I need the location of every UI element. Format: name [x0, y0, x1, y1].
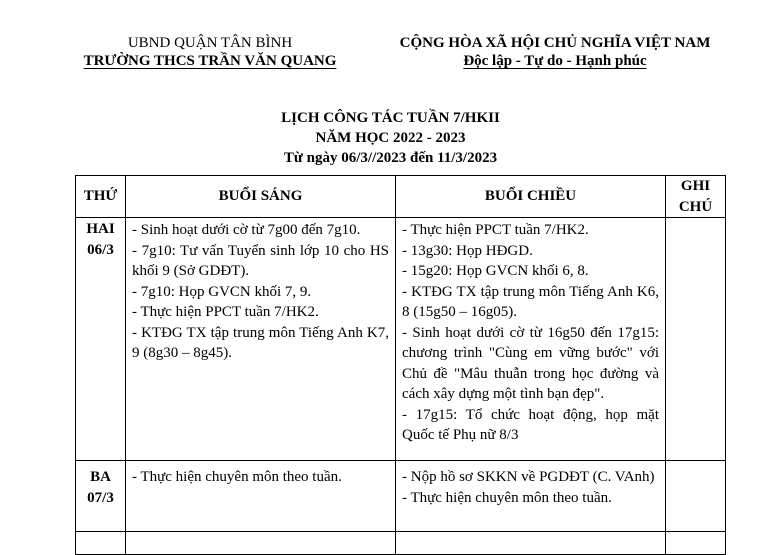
list-item: - 17g15: Tổ chức hoạt động, họp mặt Quốc tế Phụ nữ 8/3	[402, 406, 659, 443]
document-title	[0, 108, 781, 168]
day-date: 07/3	[87, 489, 114, 506]
header-morning: BUỔI SÁNG	[126, 176, 396, 218]
morning-cell-tuesday	[126, 461, 396, 532]
list-item: - 13g30: Họp HĐGD.	[402, 242, 533, 259]
schedule-table	[75, 175, 726, 555]
list-item: - 15g20: Họp GVCN khối 6, 8.	[402, 263, 589, 279]
note-cell-next	[666, 532, 726, 555]
day-cell-monday	[76, 218, 126, 461]
list-item: - 7g10: Tư vấn Tuyển sinh lớp 10 cho HS khối 9 (Sở GDĐT).	[132, 242, 389, 279]
day-cell-next	[76, 532, 126, 555]
header-note: GHI CHÚ	[666, 176, 726, 218]
district-committee: UBND QUẬN TÂN BÌNH	[127, 35, 293, 51]
title-line-1: LỊCH CÔNG TÁC TUẦN 7/HKII	[281, 110, 500, 126]
list-item: - Sinh hoạt dưới cờ từ 7g00 đến 7g10.	[132, 222, 361, 238]
list-item: - Thực hiện PPCT tuần 7/HK2.	[132, 304, 319, 320]
day-cell-tuesday	[76, 461, 126, 532]
title-line-3: Từ ngày 06/3//2023 đến 11/3/2023	[283, 150, 498, 166]
table-row-partial	[76, 532, 726, 555]
country-name: CỘNG HÒA XÃ HỘI CHỦ NGHĨA VIỆT NAM	[399, 35, 711, 51]
note-cell-monday	[666, 218, 726, 461]
list-item: - Thực hiện chuyên môn theo tuần.	[132, 469, 342, 485]
header-day: THỨ	[76, 176, 126, 218]
table-row	[76, 461, 726, 532]
header-afternoon: BUỔI CHIỀU	[396, 176, 666, 218]
morning-cell-monday	[126, 218, 396, 461]
afternoon-cell-tuesday	[396, 461, 666, 532]
title-line-2: NĂM HỌC 2022 - 2023	[315, 130, 466, 146]
day-name: BA	[90, 469, 111, 485]
table-header-row	[76, 176, 726, 218]
day-name: HAI	[86, 221, 115, 237]
list-item: - KTĐG TX tập trung môn Tiếng Anh K6, 8 (15g50 – 16g05).	[402, 283, 659, 320]
afternoon-cell-next	[396, 532, 666, 555]
morning-cell-next	[126, 532, 396, 555]
table-row	[76, 218, 726, 461]
issuing-authority	[60, 34, 360, 70]
list-item: - KTĐG TX tập trung môn Tiếng Anh K7, 9 (8g30 – 8g45).	[132, 324, 389, 361]
motto: Độc lập - Tự do - Hạnh phúc	[463, 53, 647, 69]
list-item: - Sinh hoạt dưới cờ từ 16g50 đến 17g15: chương trình "Cùng em vững bước" với Chủ đề "Mâu thuẫn trong học đường và cách xây dựng một tình bạn đẹp".	[402, 324, 659, 402]
school-name: TRƯỜNG THCS TRẦN VĂN QUANG	[83, 53, 337, 69]
afternoon-cell-monday	[396, 218, 666, 461]
list-item: - Nộp hồ sơ SKKN về PGDĐT (C. VAnh)	[402, 469, 655, 485]
list-item: - 7g10: Họp GVCN khối 7, 9.	[132, 283, 312, 300]
list-item: - Thực hiện chuyên môn theo tuần.	[402, 489, 612, 506]
day-date: 06/3	[87, 241, 114, 258]
national-motto-block	[370, 34, 740, 70]
list-item: - Thực hiện PPCT tuần 7/HK2.	[402, 222, 589, 238]
note-cell-tuesday	[666, 461, 726, 532]
